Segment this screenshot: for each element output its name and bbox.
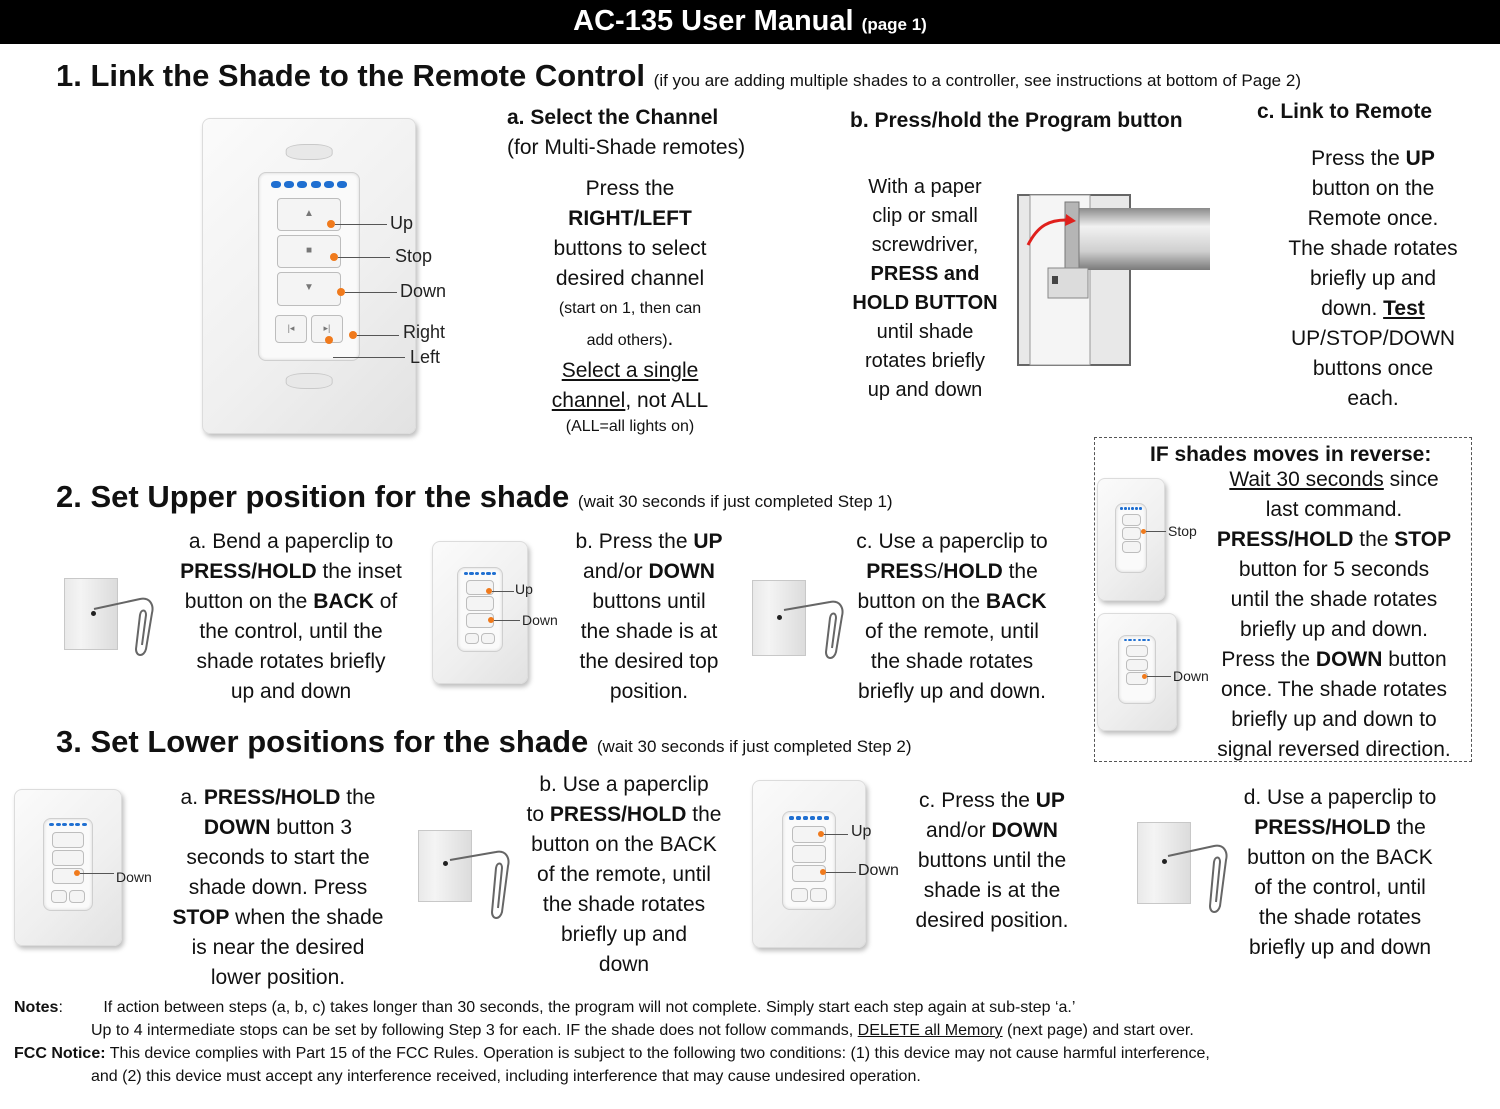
title-bar: [0, 0, 1500, 44]
step3a-down-label: Down: [116, 869, 152, 885]
stop-callout-line: [1146, 531, 1166, 532]
remote-image-lower-c: [752, 780, 866, 948]
step1b-title: b. Press/hold the Program button: [850, 109, 1183, 132]
shade-motor-image: [1010, 190, 1210, 370]
remote-image-lower-a: [14, 789, 122, 946]
section1-heading: 1. Link the Shade to the Remote Control (if you are adding multiple shades to a controller, see instructions at bottom of Page 2): [56, 58, 1301, 93]
step3a-text: a. PRESS/HOLD the DOWN button 3 seconds to start the shade down. Press STOP when the shade is near the desired lower position.: [172, 786, 384, 989]
right-key-icon: ▸|: [311, 315, 343, 343]
down-callout-line: [494, 620, 520, 621]
section3-note: (wait 30 seconds if just completed Step 2): [596, 737, 912, 756]
reverse-title: IF shades moves in reverse:: [1150, 443, 1432, 466]
reverse-down-label: Down: [1173, 668, 1209, 684]
step3d-text: d. Use a paperclip to PRESS/HOLD the button on the BACK of the control, until the shade rotates briefly up and down: [1243, 786, 1437, 959]
right-callout-dot: [349, 331, 357, 339]
section1-note: (if you are adding multiple shades to a controller, see instructions at bottom of Page 2): [653, 71, 1301, 90]
paperclip-icon: [88, 585, 158, 665]
up-key-icon: ▲: [277, 198, 341, 232]
step2b-text: b. Press the UP and/or DOWN buttons until the shade is at the desired top position.: [575, 530, 723, 703]
step2-up-label: Up: [515, 581, 533, 597]
step1c-title: c. Link to Remote: [1257, 100, 1433, 123]
paperclip-icon: [444, 840, 514, 930]
delete-memory-link: DELETE all Memory: [857, 1022, 1003, 1039]
stop-callout-line: [338, 257, 390, 258]
left-callout-line: [333, 357, 405, 358]
notes-line-1: If action between steps (a, b, c) takes longer than 30 seconds, the program will not complete. Simply start each step again at sub-step ‘a.’: [103, 999, 1076, 1016]
step1a-subtitle: (for Multi-Shade remotes): [507, 136, 746, 159]
page-indicator: (page 1): [861, 15, 927, 34]
step2a-text: a. Bend a paperclip to PRESS/HOLD the inset button on the BACK of the control, until the shade rotates briefly up and down: [180, 530, 402, 703]
step1a-title: a. Select the Channel: [507, 106, 719, 129]
left-callout-dot: [325, 336, 333, 344]
up-callout-line: [335, 224, 387, 225]
step3c-up-label: Up: [851, 823, 872, 840]
step3c-text: c. Press the UP and/or DOWN buttons until the shade is at the desired position.: [915, 789, 1069, 932]
step2c-text: c. Use a paperclip to PRESS/HOLD the button on the BACK of the remote, until the shade rotates briefly up and down.: [856, 530, 1048, 703]
notes-line-2: Up to 4 intermediate stops can be set by following Step 3 for each. IF the shade does not follow commands, DELETE all Memory (next page) and start over.: [91, 1022, 1194, 1039]
keypad: [258, 172, 360, 360]
notes-section: Notes: If action between steps (a, b, c) takes longer than 30 seconds, the program will not complete. Simply start each step again at sub-step ‘a.’ Up to 4 intermediate stops can be set by following Step 3 for each. IF the shade does not follow commands, DELETE all Memory (next page) and start over. FCC Notice: This device complies with Part 15 of the FCC Rules. Operation is subject to the following two conditions: (1) this device may not cause harmful interference, and (2) this device must accept any interference received, including interference that may cause undesired operation.: [14, 996, 1484, 1088]
step1a-text: Press the RIGHT/LEFT buttons to select desired channel (start on 1, then can add others). Select a single channel, not ALL (ALL=all lights on): [551, 177, 709, 435]
down-callout-line: [1147, 676, 1171, 677]
section3-heading: 3. Set Lower positions for the shade (wait 30 seconds if just completed Step 2): [56, 724, 912, 759]
right-callout-line: [357, 335, 399, 336]
reverse-stop-label: Stop: [1168, 523, 1197, 539]
notes-label: Notes: [14, 999, 59, 1016]
plate-slot: [286, 373, 333, 389]
section2-note: (wait 30 seconds if just completed Step 1): [577, 492, 893, 511]
down-callout-line: [345, 292, 397, 293]
channel-leds: [271, 181, 347, 188]
stop-callout-dot: [330, 253, 338, 261]
up-callout-line: [824, 834, 848, 835]
section2-heading: 2. Set Upper position for the shade (wait 30 seconds if just completed Step 1): [56, 479, 893, 514]
reverse-text: Wait 30 seconds since last command. PRESS/HOLD the STOP button for 5 seconds until the shade rotates briefly up and down. Press the DOWN button once. The shade rotates briefly up and down to signal reversed direction.: [1216, 468, 1452, 761]
down-callout-line: [80, 873, 114, 874]
plate-slot: [286, 144, 333, 160]
up-callout-line: [492, 591, 514, 592]
remote-image-upper: [432, 541, 528, 684]
down-callout-line: [826, 872, 856, 873]
document-title: AC-135 User Manual: [573, 5, 854, 37]
down-callout-dot: [337, 288, 345, 296]
fcc-notice-line-1: FCC Notice: This device complies with Part 15 of the FCC Rules. Operation is subject to the following two conditions: (1) this device may not cause harmful interference,: [14, 1045, 1210, 1062]
up-label: Up: [390, 213, 414, 233]
stop-key-icon: ■: [277, 235, 341, 269]
fcc-notice-line-2: and (2) this device must accept any interference received, including interference that may cause undesired operation.: [91, 1068, 921, 1085]
step2-down-label: Down: [522, 612, 558, 628]
reverse-remote-image-down: [1097, 613, 1177, 731]
stop-label: Stop: [395, 246, 433, 266]
up-callout-dot: [327, 220, 335, 228]
left-label: Left: [410, 347, 441, 367]
down-key-icon: ▼: [277, 272, 341, 306]
paperclip-icon: [1162, 832, 1232, 922]
step1b-text: With a paper clip or small screwdriver, PRESS and HOLD BUTTON until shade rotates briefly up and down: [852, 176, 998, 401]
reverse-remote-image-stop: [1097, 478, 1165, 601]
step1c-text: Press the UP button on the Remote once. The shade rotates briefly up and down. Test UP/STOP/DOWN buttons once each.: [1288, 147, 1458, 410]
left-key-icon: |◂: [275, 315, 307, 343]
step3b-text: b. Use a paperclip to PRESS/HOLD the button on the BACK of the remote, until the shade rotates briefly up and down: [526, 773, 722, 976]
step3c-down-label: Down: [858, 862, 899, 879]
wall-remote-image: [202, 118, 416, 434]
down-label: Down: [400, 281, 447, 301]
right-label: Right: [403, 322, 446, 342]
